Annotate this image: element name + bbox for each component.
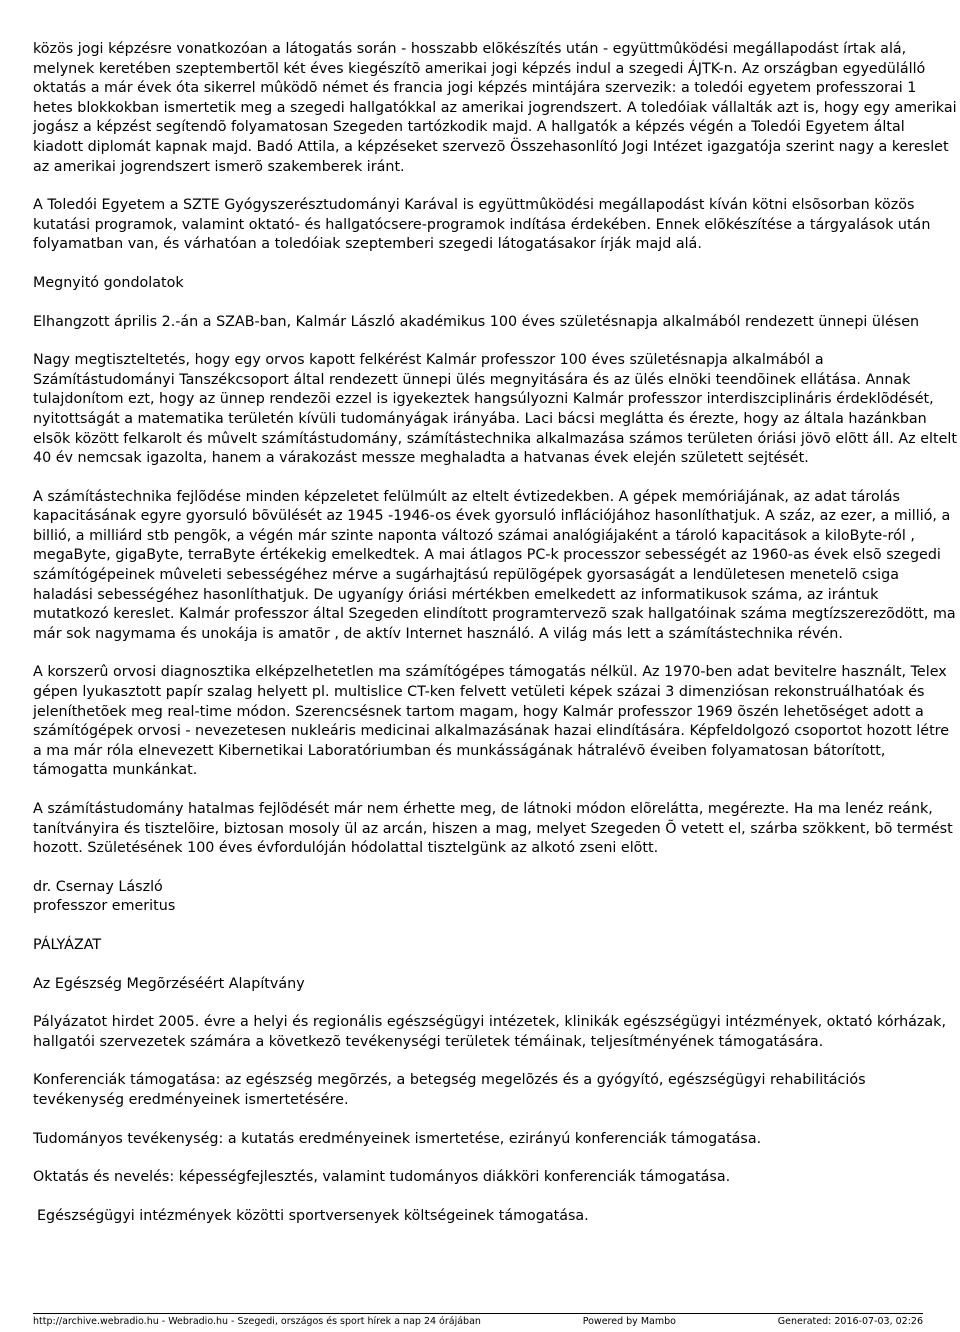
page-footer: [33, 1315, 958, 1329]
paragraph-tribute: A számítástudomány hatalmas fejlõdését már nem érhette meg, de látnoki módon elõrelátta, megérezte. Ha ma lenéz reánk, tanítványira és tisztelõire, biztosan mosoly ül az arcán, hiszen a mag, melyet Szegeden Õ vetett el, szárba szökkent, bõ termést hozott. Születésének 100 éves évfordulóján hódolattal tisztelgünk az alkotó zseni elõtt.: [33, 801, 953, 857]
paragraph-education: Oktatás és nevelés: képességfejlesztés, valamint tudományos diákköri konferenciák támogatása.: [33, 1169, 731, 1186]
paragraph-diagnostics: A korszerû orvosi diagnosztika elképzelhetetlen ma számítógépes támogatás nélkül. Az 1970-ben adat bevitelre használt, Telex gépen lyukasztott papír szalag helyett pl. multislice CT-ken felvett vetületi képek százai 3 dimenziósan rekonstruálhatóak és jeleníthetõek meg real-time módon. Szerencsésnek tartom magam, hogy Kalmár professzor 1969 õszén lehetõséget adott a számítógépek orvosi - nevezetesen nukleáris medicinai alkalmazásának hazai elindítására. Képfeldolgozó csoportot hozott létre a ma már róla elnevezett Kibernetikai Laboratóriumban és munkásságának hátralévõ éveiben folyamatosan bátorított, támogatta munkánkat.: [33, 664, 950, 779]
foundation-name: Az Egészség Megõrzéséért Alapítvány: [33, 975, 305, 992]
paragraph-research: Tudományos tevékenység: a kutatás eredményeinek ismertetése, ezirányú konferenciák támogatása.: [33, 1130, 762, 1147]
footer-powered-by: Powered by Mambo: [582, 1316, 676, 1327]
paragraph-pharmacy-agreement: A Toledói Egyetem a SZTE Gyógyszerésztudományi Karával is együttmûködési megállapodást kíván kötni elsõsorban közös kutatási programok, valamint oktató- és hallgatócsere-programok indítása érdekében. Ennek elõkészítése a tárgyalások után folyamatban van, és várhatóan a toledóiak szeptemberi szegedi látogatásakor írják majd alá.: [33, 197, 931, 253]
section-heading-opening-thoughts: Megnyitó gondolatok: [33, 274, 184, 291]
paragraph-conferences: Konferenciák támogatása: az egészség megõrzés, a betegség megelõzés és a gyógyító, egészségügyi rehabilitációs tevékenység eredményeinek ismertetésére.: [33, 1072, 866, 1108]
section-heading-tender: PÁLYÁZAT: [33, 936, 102, 953]
paragraph-tender-intro: Pályázatot hirdet 2005. évre a helyi és regionális egészségügyi intézetek, klinikák egészségügyi intézmények, oktató kórházak, hallgatói szervezetek számára a következõ tevékenységi területek témáinak, teljesítményének támogatására.: [33, 1014, 947, 1050]
paragraph-event-note: Elhangzott április 2.-án a SZAB-ban, Kalmár László akadémikus 100 éves születésnapja alkalmából rendezett ünnepi ülésen: [33, 313, 920, 330]
document-body: [33, 40, 958, 1226]
paragraph-sports: Egészségügyi intézmények közötti sportversenyek költségeinek támogatása.: [37, 1207, 589, 1224]
paragraph-computing-growth: A számítástechnika fejlõdése minden képzeletet felülmúlt az eltelt évtizedekben. A gépek memóriájának, az adat tárolás kapacitásának egyre gyorsuló bõvülését az 1945 -1946-os évek gyorsuló inflációjához hasonlíthatjuk. A száz, az ezer, a millió, a billió, a milliárd stb pengõk, a végén már szinte naponta változó számai analógiájaként a tároló kapacitások a kiloByte-ról , megaByte, gigaByte, terraByte értékekig emelkedtek. A mai átlagos PC-k processzor sebességét az 1960-as évek elsõ szegedi számítógépeinek mûveleti sebességéhez mérve a sugárhajtású repülõgépek gyorsaságát a lendületesen menetelõ csiga haladási sebességéhez hasonlíthatjuk. De ugyanígy óriási mértékben emelkedett az informatikusok száma, az irántuk mutatkozó kereslet. Kalmár professzor által Szegeden elindított programtervezõ szak hallgatóinak száma megtízszerezõdött, ma már sok nagymama és unokája is amatõr , de aktív Internet használó. A világ más lett a számítástechnika révén.: [33, 488, 956, 642]
author-name: dr. Csernay László: [33, 878, 163, 895]
footer-generated: Generated: 2016-07-03, 02:26: [777, 1316, 923, 1327]
footer-divider: [33, 1313, 923, 1314]
paragraph-honour: Nagy megtiszteltetés, hogy egy orvos kapott felkérést Kalmár professzor 100 éves születésnapja alkalmából a Számítástudományi Tanszékcsoport által rendezett ünnepi ülés megnyitására és az ülés elnöki teendõinek ellátása. Annak tulajdonítom ezt, hogy az ünnep rendezõi ezzel is igyekeztek hangsúlyozni Kalmár professzor interdiszciplináris érdeklõdését, nyitottságát a matematika területén kívüli tudományágak irányába. Laci bácsi meglátta és érezte, hogy az általa hazánkban elsõk között felkarolt és mûvelt számítástudomány, számítástechnika alkalmazása számos területen óriási jövõ elõtt áll. Az eltelt 40 év nemcsak igazolta, hanem a várakozást messze meghaladta a hatvanas évek elején született sejtését.: [33, 352, 957, 467]
footer-source-url[interactable]: http://archive.webradio.hu - Webradio.hu - Szegedi, országos és sport hírek a nap 24 órájában: [33, 1316, 481, 1327]
author-title: professzor emeritus: [33, 898, 176, 915]
paragraph-law-cooperation: közös jogi képzésre vonatkozóan a látogatás során - hosszabb elõkészítés után - együttmûködési megállapodást írtak alá, melynek keretében szeptembertõl két éves kiegészítõ amerikai jogi képzés indul a szegedi ÁJTK-n. Az országban egyedülálló oktatás a már évek óta sikerrel mûködõ német és francia jogi képzés mintájára szervezik: a toledói egyetem professzorai 1 hetes blokkokban ismertetik meg a szegedi hallgatókkal az amerikai jogrendszert. A toledóiak vállalták azt is, hogy egy amerikai jogász a képzést segítendõ folyamatosan Szegeden tartózkodik majd. A hallgatók a képzés végén a Toledói Egyetem által kiadott diplomát kapnak majd. Badó Attila, a képzéseket szervezõ Összehasonlító Jogi Intézet igazgatója szerint nagy a kereslet az amerikai jogrendszert ismerõ szakemberek iránt.: [33, 41, 957, 175]
